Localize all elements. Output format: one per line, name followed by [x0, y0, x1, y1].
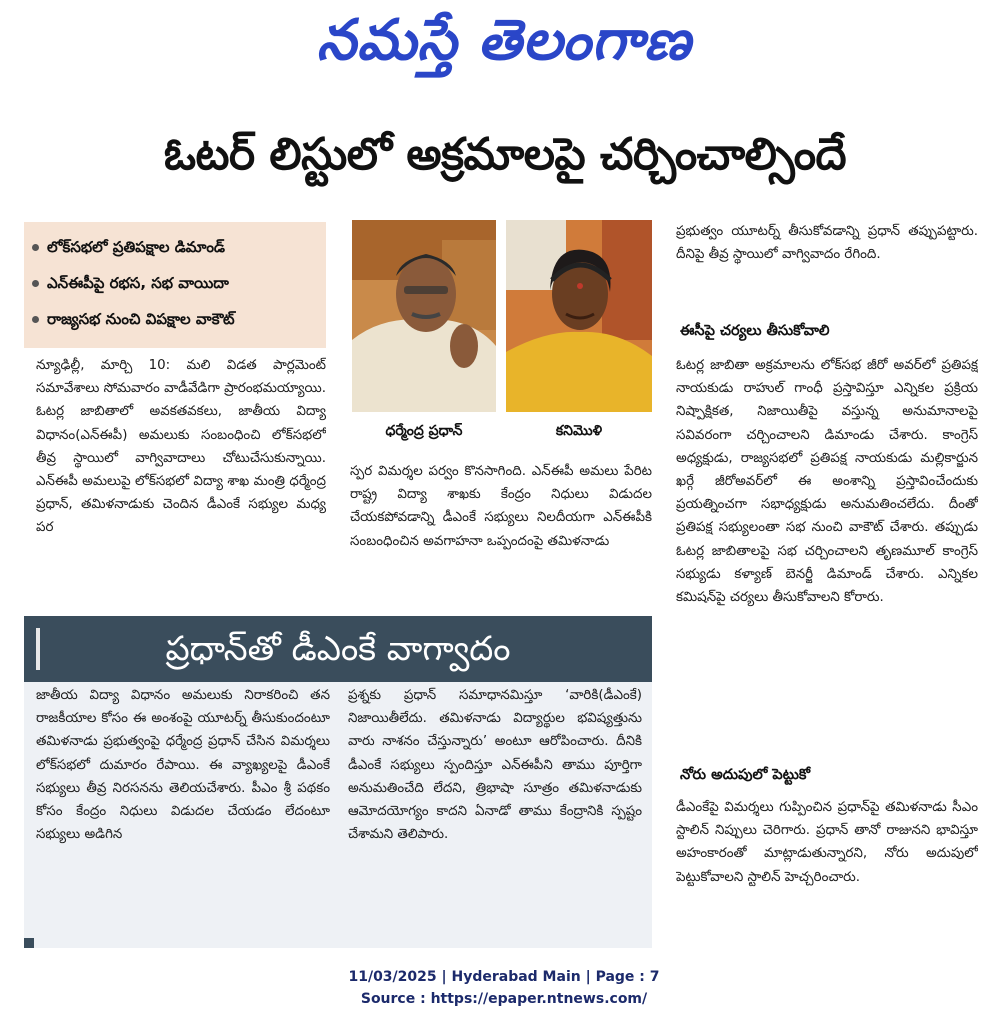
- highlight-item: ఎన్‌ఈపీపై రభస, సభ వాయిదా: [32, 272, 326, 294]
- middle-paragraph: స్పర విమర్శల పర్వం కొనసాగింది. ఎన్‌ఈపీ అమలు పేరిట రాష్ట్ర విద్యా శాఖకు కేంద్రం నిధులు విడుదల చేయకపోవడాన్ని డీఎంకే సభ్యులు నిలదీయగా ఎన్‌ఈపీకి సంబంధించిన అవగాహనా ఒప్పందంపై తమిళనాడు: [350, 464, 652, 549]
- box-story-banner: [24, 616, 652, 682]
- portrait-woman-image: [506, 220, 652, 412]
- bullet-dot-icon: [32, 280, 39, 287]
- photo-caption-right: కనిమొళి: [555, 423, 603, 439]
- highlights-box: [24, 222, 326, 348]
- footer-edition-info: 11/03/2025 | Hyderabad Main | Page : 7: [348, 969, 660, 985]
- photo-kanimozhi: [506, 220, 652, 412]
- bullet-dot-icon: [32, 316, 39, 323]
- right-paragraph-1: ప్రభుత్వం యూటర్న్ తీసుకోవడాన్ని ప్రధాన్ తప్పుపట్టారు. దీనిపై తీవ్ర స్థాయిలో వాగ్వివాదం రేగింది.: [676, 224, 978, 263]
- box-column-2: ప్రశ్నకు ప్రధాన్ సమాధానమిస్తూ ‘వారికి(డీఎంకే) నిజాయితీలేదు. తమిళనాడు విద్యార్థుల భవిష్యత్తును వారు నాశనం చేస్తున్నారు’ అంటూ ఆరోపించారు. దీనికి డీఎంకే సభ్యులు స్పందిస్తూ ఎన్‌ఈపీని తాము పూర్తిగా అనుమతించేది లేదని, త్రిభాషా సూత్రం తమిళనాడుకు ఆమోదయోగ్యం కాదని ఏనాడో తాము కేంద్రానికి స్పష్టం చేశామని తెలిపారు.: [348, 688, 642, 843]
- right-paragraph-2: ఓటర్ల జాబితా అక్రమాలను లోక్‌సభ జీరో అవర్‌లో ప్రతిపక్ష నాయకుడు రాహుల్ గాంధీ ప్రస్తావిస్తూ ఎన్నికల ప్రక్రియ నిష్పాక్షికత, నిజాయితీపై వస్తున్న అనుమానాలపై సవివరంగా చర్చించాలని డిమాండు చేశారు. కాంగ్రెస్ అధ్యక్షుడు, రాజ్యసభలో ప్రతిపక్ష నాయకుడు మల్లికార్జున ఖర్గే జీరోఅవర్‌లో ఈ అంశాన్ని ప్రస్తావించేందుకు ప్రయత్నించగా సభాధ్యక్షుడు అనుమతించలేదు. దీంతో ప్రతిపక్ష సభ్యులంతా సభ నుంచి వాకౌట్ చేశారు. తప్పుడు ఓటర్ల జాబితాలపై సభ చర్చించాలని తృణమూల్ కాంగ్రెస్ సభ్యుడు కళ్యాణ్ బెనర్జీ డిమాండ్ చేశారు. ఎన్నికల కమిషన్‌పై చర్యలు తీసుకోవాలని కోరారు.: [676, 358, 978, 606]
- right-paragraph-3: డీఎంకేపై విమర్శలు గుప్పించిన ప్రధాన్‌పై తమిళనాడు సీఎం స్టాలిన్ నిప్పులు చెరిగారు. ప్రధాన్ తానో రాజునని భావిస్తూ అహంకారంతో మాట్లాడుతున్నారని, నోరు అదుపులో పెట్టుకోవాలని స్టాలిన్ హెచ్చరించారు.: [676, 800, 978, 885]
- subheading-ec-action: ఈసీపై చర్యలు తీసుకోవాలి: [680, 323, 830, 339]
- footer-source: Source : https://epaper.ntnews.com/: [360, 991, 648, 1007]
- newspaper-masthead: నమస్తే తెలంగాణ: [316, 8, 692, 73]
- portrait-man-image: [352, 220, 496, 412]
- box-story-title: ప్రధాన్‌తో డీఎంకే వాగ్వాదం: [165, 629, 511, 669]
- article-headline: ఓటర్ లిస్టులో అక్రమాలపై చర్చించాల్సిందే: [163, 129, 847, 180]
- box-story-body: [24, 682, 652, 948]
- photo-dharmendra-pradhan: [352, 220, 496, 412]
- photo-caption-left: ధర్మేంద్ర ప్రధాన్: [385, 423, 463, 439]
- bullet-dot-icon: [32, 244, 39, 251]
- subheading-hold-tongue: నోరు అదుపులో పెట్టుకో: [680, 767, 811, 783]
- box-corner-marker: [24, 938, 34, 948]
- lead-paragraph: న్యూఢిల్లీ, మార్చి 10: మలి విడత పార్లమెంట్ సమావేశాలు సోమవారం వాడీవేడిగా ప్రారంభమయ్యాయి. ఓటర్ల జాబితాలో అవకతవకలు, జాతీయ విద్యా విధానం(ఎన్‌ఈపీ) అమలుకు సంబంధించి లోక్‌సభలో తీవ్ర స్థాయిలో వాగ్వివాదాలు చోటుచేసుకున్నాయి. ఎన్‌ఈపీ అమలుపై లోక్‌సభలో విద్యా శాఖ మంత్రి ధర్మేంద్ర ప్రధాన్, తమిళనాడుకు చెందిన డీఎంకే సభ్యుల మధ్య పర: [36, 358, 326, 536]
- highlight-item: రాజ్యసభ నుంచి విపక్షాల వాకౌట్: [32, 308, 326, 330]
- highlight-item: లోక్‌సభలో ప్రతిపక్షాల డిమాండ్: [32, 236, 326, 258]
- box-column-1: జాతీయ విద్యా విధానం అమలుకు నిరాకరించి తన రాజకీయాల కోసం ఈ అంశంపై యూటర్న్ తీసుకుందంటూ తమిళనాడు ప్రభుత్వంపై ధర్మేంద్ర ప్రధాన్ చేసిన విమర్శలు లోక్‌సభలో దుమారం రేపాయి. ఈ వ్యాఖ్యలపై డీఎంకే సభ్యులు తీవ్ర నిరసనను తెలియచేశారు. పీఎం శ్రీ పథకం కోసం కేంద్రం నిధులు విడుదల చేయడం లేదంటూ సభ్యులు అడిగిన: [36, 688, 330, 843]
